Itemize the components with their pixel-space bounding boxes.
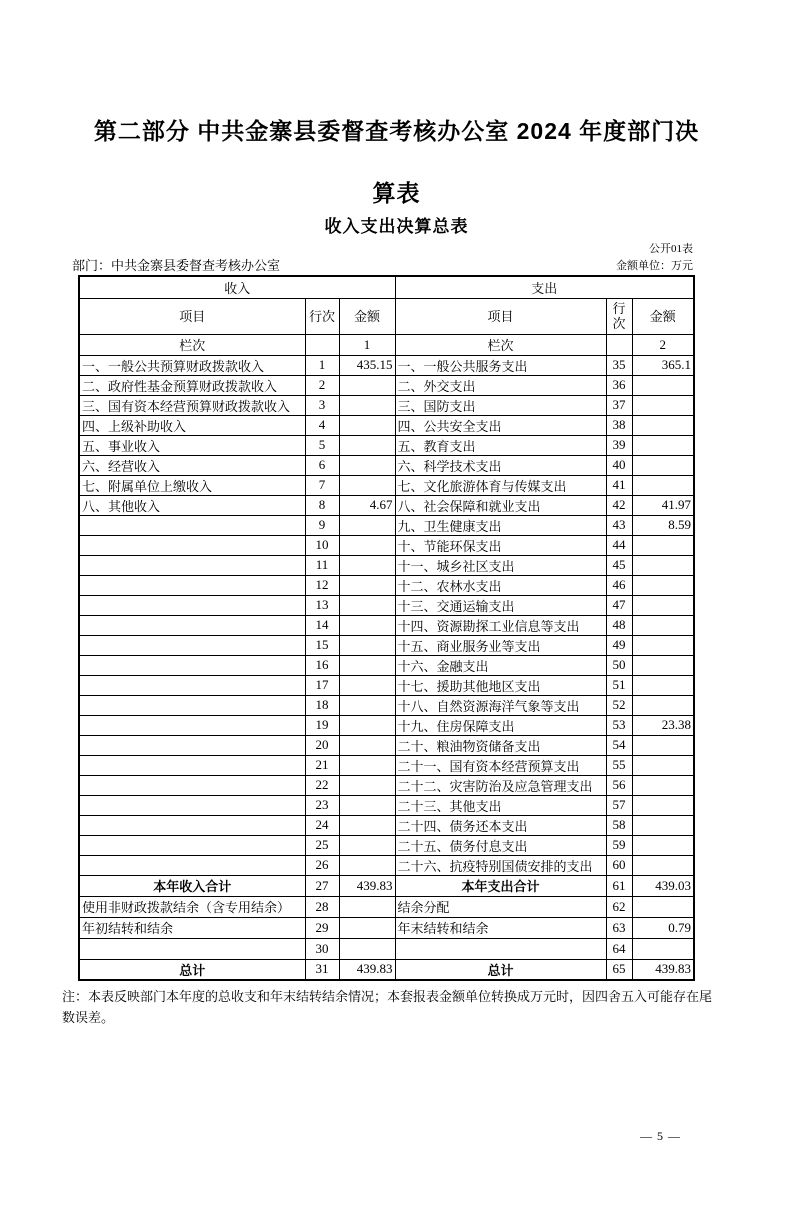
expense-amt-cell [632, 415, 694, 435]
income-rowno-cell: 18 [305, 695, 339, 715]
income-column-index: 1 [339, 334, 395, 355]
income-amt-cell [339, 938, 395, 959]
income-amt-cell [339, 515, 395, 535]
income-item-cell: 总计 [79, 959, 305, 980]
expense-rowno-cell: 35 [606, 355, 632, 375]
income-amt-cell [339, 655, 395, 675]
column-index-row [79, 334, 694, 355]
expense-amt-cell [632, 896, 694, 917]
income-item-cell: 六、经营收入 [79, 455, 305, 475]
income-amt-cell [339, 896, 395, 917]
table-row [79, 355, 694, 375]
expense-item-cell: 十二、农林水支出 [395, 575, 606, 595]
table-row [79, 455, 694, 475]
expense-amt-cell [632, 675, 694, 695]
table-row [79, 615, 694, 635]
expense-rowno-cell: 48 [606, 615, 632, 635]
expense-item-cell: 五、教育支出 [395, 435, 606, 455]
expense-column-index: 2 [632, 334, 694, 355]
expense-item-cell: 十六、金融支出 [395, 655, 606, 675]
expense-amt-cell [632, 855, 694, 875]
expense-rowno-cell: 63 [606, 917, 632, 938]
table-row [79, 855, 694, 875]
expense-item-cell: 十五、商业服务业等支出 [395, 635, 606, 655]
table-row [79, 815, 694, 835]
expense-amt-cell [632, 655, 694, 675]
expense-item-cell: 结余分配 [395, 896, 606, 917]
income-amt-cell [339, 415, 395, 435]
income-rowno-cell: 21 [305, 755, 339, 775]
expense-rowno-cell: 62 [606, 896, 632, 917]
income-rowno-cell: 16 [305, 655, 339, 675]
page-title-line-2: 算表 [372, 180, 421, 206]
expense-amt-cell [632, 795, 694, 815]
expense-column-index-blank [606, 334, 632, 355]
footnote: 注：本表反映部门本年度的总收支和年末结转结余情况；本套报表金额单位转换成万元时，因四舍五入可能存在尾数误差。 [62, 989, 713, 1025]
expense-rowno-cell: 59 [606, 835, 632, 855]
expense-item-cell: 二十一、国有资本经营预算支出 [395, 755, 606, 775]
table-row [79, 655, 694, 675]
expense-rowno-cell: 53 [606, 715, 632, 735]
income-item-cell [79, 575, 305, 595]
income-rowno-cell: 28 [305, 896, 339, 917]
income-item-cell: 使用非财政拨款结余（含专用结余） [79, 896, 305, 917]
income-rowno-cell: 5 [305, 435, 339, 455]
income-rowno-cell: 26 [305, 855, 339, 875]
expense-amt-cell [632, 455, 694, 475]
income-item-cell [79, 535, 305, 555]
expense-rowno-cell: 45 [606, 555, 632, 575]
income-item-cell: 三、国有资本经营预算财政拨款收入 [79, 395, 305, 415]
table-row [79, 435, 694, 455]
table-row [79, 635, 694, 655]
table-row [79, 755, 694, 775]
expense-rowno-cell: 38 [606, 415, 632, 435]
expense-item-cell: 十一、城乡社区支出 [395, 555, 606, 575]
expense-item-cell [395, 938, 606, 959]
income-rowno-cell: 25 [305, 835, 339, 855]
income-item-cell [79, 615, 305, 635]
expense-item-cell: 年末结转和结余 [395, 917, 606, 938]
income-amt-cell: 435.15 [339, 355, 395, 375]
expense-rowno-cell: 54 [606, 735, 632, 755]
expense-amt-cell: 0.79 [632, 917, 694, 938]
table-row [79, 475, 694, 495]
income-rowno-cell: 13 [305, 595, 339, 615]
income-amt-cell [339, 855, 395, 875]
income-amt-cell [339, 815, 395, 835]
income-amt-cell [339, 675, 395, 695]
table-row [79, 735, 694, 755]
expense-item-cell: 二十五、债务付息支出 [395, 835, 606, 855]
expense-item-cell: 总计 [395, 959, 606, 980]
expense-item-cell: 七、文化旅游体育与传媒支出 [395, 475, 606, 495]
expense-amt-cell [632, 835, 694, 855]
income-amount-column-header: 金额 [339, 298, 395, 334]
income-amt-cell [339, 435, 395, 455]
income-item-cell [79, 675, 305, 695]
expense-item-cell: 本年支出合计 [395, 875, 606, 896]
income-item-cell [79, 555, 305, 575]
table-row [79, 415, 694, 435]
expense-item-cell: 三、国防支出 [395, 395, 606, 415]
table-body [79, 355, 694, 875]
table-row [79, 515, 694, 535]
income-rowno-cell: 7 [305, 475, 339, 495]
table-row [79, 938, 694, 959]
income-amt-cell: 4.67 [339, 495, 395, 515]
department-label: 部门：中共金寨县委督查考核办公室 [72, 258, 281, 273]
income-item-column-header: 项目 [79, 298, 305, 334]
expense-amt-cell [632, 735, 694, 755]
income-item-cell [79, 855, 305, 875]
expense-amt-cell [632, 695, 694, 715]
income-amt-cell [339, 635, 395, 655]
table-row [79, 959, 694, 980]
table-row [79, 775, 694, 795]
income-item-cell: 五、事业收入 [79, 435, 305, 455]
expense-item-cell: 八、社会保障和就业支出 [395, 495, 606, 515]
income-rowno-cell: 19 [305, 715, 339, 735]
expense-rowno-cell: 46 [606, 575, 632, 595]
income-item-cell [79, 515, 305, 535]
income-rowno-cell: 9 [305, 515, 339, 535]
expense-rowno-cell: 39 [606, 435, 632, 455]
income-item-cell [79, 715, 305, 735]
table-row [79, 795, 694, 815]
expense-column-index-label: 栏次 [395, 334, 606, 355]
table-row [79, 675, 694, 695]
income-item-cell [79, 775, 305, 795]
income-item-cell: 一、一般公共预算财政拨款收入 [79, 355, 305, 375]
income-amt-cell [339, 375, 395, 395]
form-code-label: 公开01表 [649, 243, 693, 255]
income-item-cell [79, 938, 305, 959]
table-summary [79, 875, 694, 980]
income-amt-cell [339, 395, 395, 415]
income-rowno-cell: 15 [305, 635, 339, 655]
income-amt-cell [339, 795, 395, 815]
expense-rowno-cell: 44 [606, 535, 632, 555]
expense-rowno-cell: 50 [606, 655, 632, 675]
income-rowno-cell: 10 [305, 535, 339, 555]
income-item-cell [79, 595, 305, 615]
income-rowno-cell: 11 [305, 555, 339, 575]
income-item-cell [79, 815, 305, 835]
expense-item-cell: 十九、住房保障支出 [395, 715, 606, 735]
expense-item-column-header: 项目 [395, 298, 606, 334]
income-item-cell [79, 695, 305, 715]
expense-amt-cell: 8.59 [632, 515, 694, 535]
income-item-cell: 本年收入合计 [79, 875, 305, 896]
income-item-cell [79, 655, 305, 675]
income-column-index-label: 栏次 [79, 334, 305, 355]
expense-amt-cell [632, 555, 694, 575]
income-amt-cell [339, 715, 395, 735]
expense-rowno-cell: 61 [606, 875, 632, 896]
expense-item-cell: 二十、粮油物资储备支出 [395, 735, 606, 755]
expense-rowno-cell: 40 [606, 455, 632, 475]
income-expense-table [78, 275, 695, 981]
table-row [79, 495, 694, 515]
table-row [79, 875, 694, 896]
expense-amt-cell [632, 635, 694, 655]
income-rowno-cell: 20 [305, 735, 339, 755]
income-rowno-cell: 31 [305, 959, 339, 980]
income-amt-cell [339, 575, 395, 595]
income-rowno-cell: 4 [305, 415, 339, 435]
expense-item-cell: 十三、交通运输支出 [395, 595, 606, 615]
income-item-cell: 七、附属单位上缴收入 [79, 475, 305, 495]
table-row [79, 835, 694, 855]
table-row [79, 395, 694, 415]
income-rowno-cell: 6 [305, 455, 339, 475]
expense-rowno-cell: 55 [606, 755, 632, 775]
expense-rowno-cell: 58 [606, 815, 632, 835]
income-item-cell: 年初结转和结余 [79, 917, 305, 938]
income-column-index-blank [305, 334, 339, 355]
expense-amt-cell: 439.03 [632, 875, 694, 896]
expense-amt-cell [632, 775, 694, 795]
income-amt-cell [339, 917, 395, 938]
income-rowno-cell: 12 [305, 575, 339, 595]
expense-amt-cell: 439.83 [632, 959, 694, 980]
expense-amt-cell: 365.1 [632, 355, 694, 375]
income-amt-cell: 439.83 [339, 875, 395, 896]
meta-row [72, 257, 693, 274]
income-item-cell: 二、政府性基金预算财政拨款收入 [79, 375, 305, 395]
income-amt-cell [339, 615, 395, 635]
income-amt-cell [339, 555, 395, 575]
expense-rowno-cell: 60 [606, 855, 632, 875]
expense-item-cell: 六、科学技术支出 [395, 455, 606, 475]
table-row [79, 715, 694, 735]
income-amt-cell [339, 595, 395, 615]
expense-amt-cell [632, 755, 694, 775]
income-item-cell [79, 835, 305, 855]
column-header-row [79, 298, 694, 334]
income-amt-cell [339, 755, 395, 775]
income-amt-cell [339, 695, 395, 715]
income-item-cell [79, 735, 305, 755]
expense-amt-cell: 23.38 [632, 715, 694, 735]
expense-amt-cell [632, 575, 694, 595]
income-rowno-cell: 17 [305, 675, 339, 695]
income-rowno-cell: 3 [305, 395, 339, 415]
income-amt-cell [339, 835, 395, 855]
expense-rowno-cell: 37 [606, 395, 632, 415]
expense-rowno-cell: 51 [606, 675, 632, 695]
table-title: 收入支出决算总表 [324, 217, 469, 236]
expense-amount-column-header: 金额 [632, 298, 694, 334]
table-row [79, 375, 694, 395]
table-row [79, 595, 694, 615]
income-amt-cell [339, 475, 395, 495]
expense-amt-cell [632, 938, 694, 959]
expense-item-cell: 一、一般公共服务支出 [395, 355, 606, 375]
income-rowno-column-header: 行次 [305, 298, 339, 334]
income-item-cell: 八、其他收入 [79, 495, 305, 515]
expense-rowno-cell: 52 [606, 695, 632, 715]
expense-rowno-cell: 57 [606, 795, 632, 815]
expense-item-cell: 十七、援助其他地区支出 [395, 675, 606, 695]
income-rowno-cell: 29 [305, 917, 339, 938]
page-title-line-1: 第二部分 中共金寨县委督查考核办公室 2024 年度部门决 [93, 118, 700, 144]
income-amt-cell [339, 735, 395, 755]
income-rowno-cell: 27 [305, 875, 339, 896]
expense-amt-cell [632, 615, 694, 635]
expense-rowno-cell: 41 [606, 475, 632, 495]
expense-amt-cell [632, 395, 694, 415]
expense-item-cell: 十、节能环保支出 [395, 535, 606, 555]
table-row [79, 896, 694, 917]
income-amt-cell: 439.83 [339, 959, 395, 980]
expense-section-header: 支出 [395, 276, 694, 298]
expense-rowno-cell: 65 [606, 959, 632, 980]
table-row [79, 535, 694, 555]
income-item-cell [79, 795, 305, 815]
section-header-row [79, 276, 694, 298]
expense-item-cell: 二十四、债务还本支出 [395, 815, 606, 835]
expense-item-cell: 二十六、抗疫特别国债安排的支出 [395, 855, 606, 875]
expense-item-cell: 九、卫生健康支出 [395, 515, 606, 535]
table-row [79, 917, 694, 938]
table-row [79, 575, 694, 595]
expense-amt-cell [632, 535, 694, 555]
expense-item-cell: 二十三、其他支出 [395, 795, 606, 815]
expense-item-cell: 二十二、灾害防治及应急管理支出 [395, 775, 606, 795]
expense-amt-cell [632, 595, 694, 615]
income-rowno-cell: 14 [305, 615, 339, 635]
amount-unit-label: 金额单位：万元 [616, 260, 693, 272]
page-number: — 5 — [640, 1129, 681, 1143]
expense-rowno-cell: 56 [606, 775, 632, 795]
income-amt-cell [339, 455, 395, 475]
table-row [79, 695, 694, 715]
income-section-header: 收入 [79, 276, 395, 298]
income-rowno-cell: 22 [305, 775, 339, 795]
income-item-cell: 四、上级补助收入 [79, 415, 305, 435]
income-rowno-cell: 8 [305, 495, 339, 515]
income-rowno-cell: 23 [305, 795, 339, 815]
expense-amt-cell [632, 815, 694, 835]
expense-rowno-cell: 49 [606, 635, 632, 655]
page-title [0, 100, 793, 224]
income-rowno-cell: 30 [305, 938, 339, 959]
income-rowno-cell: 24 [305, 815, 339, 835]
expense-item-cell: 十四、资源勘探工业信息等支出 [395, 615, 606, 635]
expense-amt-cell [632, 475, 694, 495]
table-row [79, 555, 694, 575]
expense-rowno-column-header: 行次 [606, 298, 632, 334]
income-rowno-cell: 1 [305, 355, 339, 375]
expense-rowno-cell: 36 [606, 375, 632, 395]
expense-amt-cell: 41.97 [632, 495, 694, 515]
income-item-cell [79, 635, 305, 655]
income-item-cell [79, 755, 305, 775]
expense-item-cell: 二、外交支出 [395, 375, 606, 395]
expense-amt-cell [632, 435, 694, 455]
expense-item-cell: 十八、自然资源海洋气象等支出 [395, 695, 606, 715]
expense-amt-cell [632, 375, 694, 395]
expense-item-cell: 四、公共安全支出 [395, 415, 606, 435]
expense-rowno-cell: 42 [606, 495, 632, 515]
income-rowno-cell: 2 [305, 375, 339, 395]
expense-rowno-cell: 43 [606, 515, 632, 535]
income-amt-cell [339, 775, 395, 795]
expense-rowno-cell: 47 [606, 595, 632, 615]
expense-rowno-cell: 64 [606, 938, 632, 959]
income-amt-cell [339, 535, 395, 555]
